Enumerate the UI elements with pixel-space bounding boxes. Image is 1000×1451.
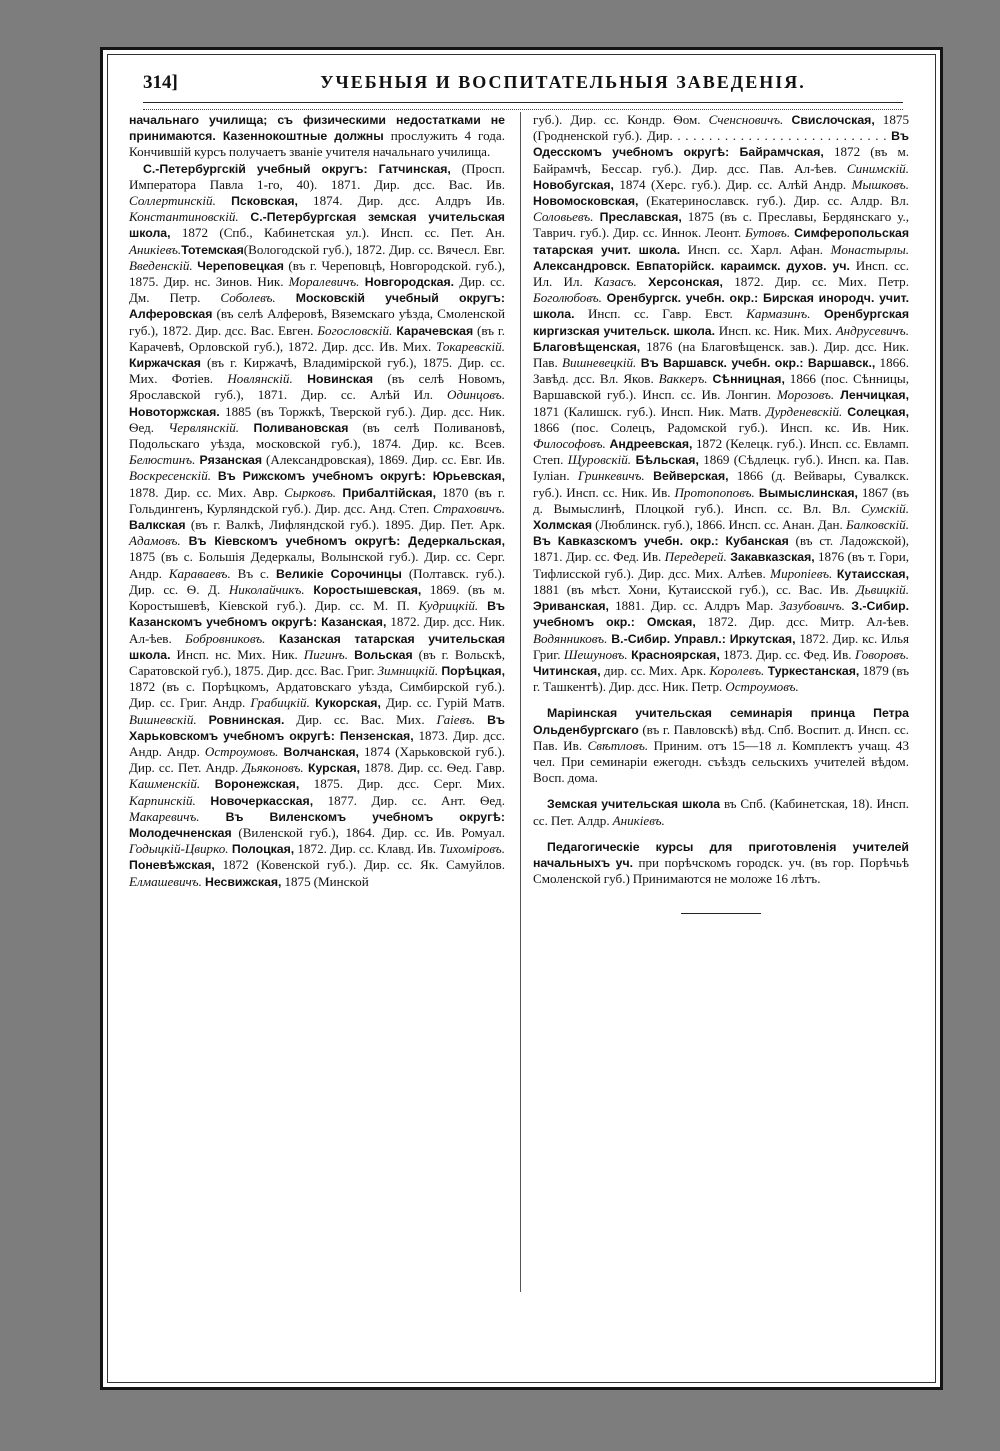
text-run: Введенскій.	[129, 257, 193, 273]
text-run: (въ г. Валкѣ, Лифляндской губ.). 1895. Дир. Пет. Арк.	[185, 517, 505, 533]
text-run: (Полтавск. губ.). Дир. сс. Ѳ. Д.	[129, 565, 506, 597]
text-run: Синимскій.	[846, 160, 909, 176]
text-run: 1877. Дир. сс. Ант. Ѳед.	[313, 792, 505, 808]
text-run: Инсп. кс. Ник. Мих.	[715, 322, 836, 338]
text-run: Казасъ.	[594, 274, 637, 290]
text-run: Дир. сс. Дм. Петр.	[129, 274, 506, 306]
text-run: 1875 (въ с. Большія Дедеркалы, Волынской губ.). Дир. сс. Серг. Андр.	[129, 549, 505, 581]
text-run: Свѣтловъ.	[587, 737, 649, 753]
text-run: Воронежская,	[200, 777, 300, 792]
text-run: 1875. Дир. дсс. Серг. Мих.	[299, 776, 505, 792]
text-run: Гаіевъ.	[436, 711, 476, 727]
text-run: прослужить 4 года. Кончившій курсъ получаетъ званіе учителя начальнаго училища.	[129, 128, 505, 160]
text-run: Зазубовичъ.	[779, 598, 845, 614]
text-run: Земская учительская школа	[547, 797, 721, 812]
text-run: 1879 (въ г. Ташкентѣ). Дир. дсс. Ник. Петр.	[533, 662, 909, 695]
text-run: Боголюбовъ.	[533, 290, 602, 306]
text-run: (Александровская), 1869. Дир. сс. Евг. Ив.	[262, 452, 505, 468]
text-run: Холмская	[533, 518, 592, 533]
text-run: Годыцкій-Цвирко.	[129, 841, 229, 857]
text-run: Вольская	[348, 647, 413, 662]
text-run: 1866 (пос. Солецъ, Радомской губ.). Инсп. кс. Ив. Ник.	[533, 419, 909, 435]
text-run: Дьвицкій.	[856, 581, 909, 597]
text-run: 1870 (въ г. Гольдингенъ, Курляндской губ.). Дир. дсс. Анд. Степ.	[129, 484, 505, 516]
text-run: Кудрицкій.	[418, 598, 479, 614]
text-run: (Вологодской губ.), 1872. Дир. сс. Вячесл. Евг.	[243, 241, 505, 257]
text-run: Вейверская,	[644, 469, 729, 484]
text-run: Караваевъ.	[168, 565, 231, 581]
text-run: 1872. Дир. дсс. Ник. Ал-ѣев.	[129, 614, 505, 646]
text-run: Инсп. нс. Мих. Ник.	[170, 646, 304, 662]
text-run: Николайчикъ.	[228, 581, 305, 597]
text-run: Мышковъ.	[851, 176, 909, 192]
text-run: (въ г. Павловскѣ) вѣд. Спб. Воспит. д. Инсп. сс. Пав. Ив.	[533, 721, 909, 753]
text-run: (въ селѣ Алферовѣ, Вяземскаго уѣзда, Смоленской губ.), 1872. Дир. дсс. Вас. Евген.	[129, 306, 505, 338]
text-run: Карачевская	[392, 323, 474, 338]
text-run: 1872 (въ м. Байрамчѣ, Бессар. губ.). Дир. дсс. Пав. Ал-ѣев.	[533, 144, 909, 176]
text-run: (Виленской губ.), 1864. Дир. сс. Ив. Ромуал.	[231, 824, 505, 840]
text-run: Въ Рижскомъ учебномъ округѣ: Юрьевская,	[211, 469, 505, 484]
text-run: 1866 (пос. Сѣнницы, Варшавской губ.). Инсп. сс. Ив. Лонгин.	[533, 371, 909, 403]
text-run: 1872. Дир. сс. Мих. Петр.	[722, 274, 909, 290]
text-run: (Люблинск. губ.), 1866. Инсп. сс. Анан. Дан.	[592, 517, 846, 533]
text-run: при порѣчскомъ городск. уч. (въ гор. Порѣчьѣ Смоленской губ.) Принимаются не моложе 16 лѣтъ.	[533, 854, 909, 887]
text-run: Сченсновичъ.	[708, 112, 784, 127]
text-run: 1869. (въ м. Коростышевѣ, Кіевской губ.). Дир. сс. М. П.	[129, 581, 505, 614]
text-run: Маріинская учительская семинарія принца Петра Ольденбургскаго	[533, 706, 909, 737]
text-run: Псковская,	[215, 194, 298, 209]
right-paragraph-2	[533, 796, 909, 828]
text-run: 1872 (Спб., Кабинетская ул.). Инсп. сс. Пет. Ан.	[170, 225, 505, 241]
text-run: Моралевичъ.	[288, 274, 360, 290]
text-run: Въ Варшавск. учебн. окр.: Варшавск.,	[636, 356, 876, 371]
text-run: Инсп. сс. Ил. Ил.	[533, 257, 909, 290]
text-run: Эриванская,	[533, 599, 609, 614]
text-run: Говоровъ.	[854, 646, 909, 662]
text-run: Несвижская,	[201, 874, 282, 889]
text-run: Константиновскій.	[129, 209, 239, 225]
text-run: Богословскій.	[317, 322, 393, 338]
text-run: Токаревскій.	[436, 338, 505, 354]
text-run: Кармазинъ.	[746, 306, 811, 322]
text-run: Пигинъ.	[303, 646, 349, 662]
text-run: 1874 (Харьковской губ.). Дир. сс. Пет. Андр.	[129, 743, 505, 776]
text-run: Вишневскій.	[129, 711, 197, 727]
text-run: Инсп. сс. Харл. Афан.	[680, 241, 831, 257]
text-run: губ.). Дир. сс. Кондр. Ѳом.	[533, 112, 709, 127]
text-run: Дир. сс. Гурій Матв.	[380, 695, 505, 711]
text-run: 1869 (Сѣдлецк. губ.). Инсп. ка. Пав. Іуліан.	[533, 452, 909, 484]
text-run: 1878. Дир. сс. Ѳед. Гавр.	[360, 760, 505, 776]
text-run: Красноярская,	[627, 647, 720, 662]
text-run: 1872 (Келецк. губ.). Инсп. сс. Евламп. Степ.	[533, 436, 909, 468]
text-run: Свислочская,	[783, 113, 875, 127]
text-run: Ваккеръ.	[658, 371, 708, 387]
text-run: Въ Одесскомъ учебномъ округѣ: Байрамчская,	[533, 129, 909, 160]
text-run: (въ ст. Ладожской), 1871. Дир. сс. Фед. Ив.	[533, 533, 910, 565]
text-run: Оренбургск. учебн. окр.: Бирская инородч. учит. школа.	[533, 291, 909, 322]
text-run: Андрусевичъ.	[835, 322, 909, 338]
text-run: Сырковъ.	[284, 484, 337, 500]
text-run: Новоторжская.	[129, 404, 220, 419]
text-run: Великіе Сорочинцы	[276, 566, 402, 581]
text-run: 1866. Завѣд. дсс. Вл. Яков.	[533, 355, 910, 387]
text-run: 1873. Дир. дсс. Андр. Андр.	[129, 727, 505, 759]
text-run: Зимницкій.	[377, 662, 439, 678]
text-run: 1876 (въ т. Гори, Тифлисской губ.). Дир. дсс. Мих. Алѣев.	[533, 549, 909, 581]
text-run: Андреевская,	[605, 437, 693, 452]
text-run: Новлянскій.	[227, 371, 293, 387]
text-run: Благовѣщенская,	[533, 339, 641, 354]
text-run: 1875 (въ с. Преславы, Бердянскаго у., Таврич. губ.). Дир. сс. Иннок. Леонт.	[533, 209, 909, 241]
text-run: Симферопольская татарская учит. школа.	[533, 226, 909, 257]
text-run: Новинская	[292, 372, 374, 387]
text-run: Казанская татарская учительская школа.	[129, 631, 505, 662]
text-run: Щуровскій.	[567, 452, 632, 468]
text-run: Волчанская,	[278, 744, 359, 759]
running-title: УЧЕБНЫЯ И ВОСПИТАТЕЛЬНЫЯ ЗАВЕДЕНІЯ.	[320, 72, 806, 92]
text-run: Въ с.	[230, 565, 277, 581]
running-header	[143, 72, 903, 102]
text-run: (въ селѣ Новомъ, Ярославской губ.), 1871. Дир. сс. Алѣй Ил.	[129, 371, 506, 403]
text-run: Тихоміровъ.	[439, 841, 505, 857]
text-run: Воскресенскій.	[129, 468, 212, 484]
text-run: Морозовъ.	[776, 387, 835, 403]
text-run: дир. сс. Мих. Арк.	[600, 662, 710, 678]
text-run: Протопоповъ.	[674, 484, 755, 500]
text-run: Въ Кавказскомъ учебн. окр.: Кубанская	[533, 534, 789, 549]
text-run: 1876 (на Благовѣщенск. зав.). Дир. дсс. Ник. Пав.	[533, 338, 909, 371]
text-run: Елмашевичъ.	[129, 873, 202, 889]
text-run: 1875 (Минской	[281, 873, 369, 889]
text-run: Новочеркасская,	[195, 793, 314, 808]
text-run: Одинцовъ.	[447, 387, 505, 403]
text-run: Адамовъ.	[129, 533, 181, 549]
text-run: Тотемская	[181, 242, 244, 257]
text-run: 1881 (въ мѣст. Хони, Кутаисской губ.), сс. Вас. Ив.	[533, 581, 857, 597]
text-run: Киржачская	[129, 356, 201, 371]
text-run: Въ Казанскомъ учебномъ округѣ: Казанская,	[129, 599, 505, 630]
text-run: Шешуновъ.	[563, 646, 628, 662]
text-run: Инсп. сс. Гавр. Евст.	[574, 306, 747, 322]
text-run: Прибалтійская,	[336, 485, 436, 500]
text-run: Читинская,	[533, 663, 601, 678]
text-run: В.-Сибир. Управл.: Иркутская,	[607, 631, 796, 646]
page-frame	[100, 47, 943, 1390]
text-run: Миропіевъ.	[770, 565, 833, 581]
text-run: (въ г. Вольскѣ, Саратовской губ.), 1875. Дир. дсс. Вас. Григ.	[129, 646, 505, 678]
header-rule	[143, 102, 903, 110]
text-run: Философовъ.	[533, 436, 606, 452]
text-run: Въ Харьковскомъ учебномъ округѣ: Пензенская,	[129, 712, 505, 743]
text-run: 1875 (Гродненской губ.). Дир. . . . .	[533, 112, 909, 144]
text-run: 1874. Дир. дсс. Алдръ Ив.	[297, 193, 505, 209]
text-run: Кутаисская,	[832, 566, 910, 581]
text-run: Въ Кіевскомъ учебномъ округѣ: Дедеркальская,	[180, 534, 505, 549]
text-run: Белюстинъ.	[129, 452, 196, 468]
text-run: Монастырлы.	[830, 241, 909, 257]
left-paragraph-1	[129, 161, 505, 890]
text-run: Поливановская	[239, 420, 349, 435]
right-column	[533, 112, 909, 914]
text-run: Карпинскій.	[129, 792, 196, 808]
text-run: Новгородская.	[359, 275, 455, 290]
right-paragraph-0	[533, 112, 909, 695]
text-run: въ Спб. (Кабинетская, 18). Инсп. сс. Пет. Алдр.	[533, 796, 909, 828]
text-run: Соловьевъ.	[533, 209, 594, 225]
text-run: Балковскій.	[845, 517, 909, 533]
text-run: Сумскій.	[861, 500, 909, 516]
text-run: З.-Сибир. учебномъ окр.: Омская,	[533, 599, 909, 630]
text-run: Аникіевъ.	[129, 241, 182, 257]
text-run: Грабицкій.	[250, 695, 310, 711]
text-run: Новомосковская,	[533, 194, 639, 209]
text-run: 1873. Дир. сс. Фед. Ив.	[719, 646, 855, 662]
text-run: Солецкая,	[842, 404, 909, 419]
text-run: Вымыслинская,	[754, 485, 858, 500]
text-run: Преславская,	[593, 210, 682, 225]
text-run: 1874 (Херс. губ.). Дир. сс. Алѣй Андр.	[613, 176, 852, 192]
text-run: Рязанская	[195, 453, 262, 468]
text-run: Вишневецкій.	[561, 355, 637, 371]
text-run: Соллертинскій.	[129, 193, 216, 209]
text-run: Бутовъ.	[745, 225, 791, 241]
text-run: Порѣцкая,	[438, 663, 505, 678]
text-run: 1872. Дир. кс. Илья Григ.	[533, 630, 909, 662]
text-run: Курская,	[303, 761, 361, 776]
text-run: . . . . . . . . . . . . . . . . . . . . . . .	[704, 128, 892, 144]
text-run: Передерей.	[664, 549, 727, 565]
text-run: 1872. Дир. сс. Клавд. Ив.	[294, 841, 440, 857]
text-run: Дьяконовъ.	[242, 760, 304, 776]
text-run: Кукорская,	[309, 696, 381, 711]
text-run: (въ селѣ Поливановѣ, Подольскаго уѣзда, московской губ.), 1874. Дир. кс. Всев.	[129, 419, 505, 452]
text-run: Валкская	[129, 518, 186, 533]
text-run: Туркестанская,	[764, 663, 860, 678]
text-run: Оренбургская киргизская учительск. школа.	[533, 307, 909, 338]
text-run: Ленчицкая,	[834, 388, 909, 403]
end-rule	[681, 913, 761, 914]
text-run: Коростышевская,	[304, 582, 422, 597]
text-run: Педагогическіе курсы для приготовленія учителей начальныхъ уч.	[533, 839, 909, 870]
text-run: Новобугская,	[533, 177, 614, 192]
text-run: 1878. Дир. сс. Мих. Авр.	[129, 484, 285, 500]
left-column	[129, 112, 505, 890]
text-run: (въ г. Череповцѣ, Новгородской. губ.), 1875. Дир. нс. Зинов. Ник.	[129, 257, 505, 290]
text-run: Гринкевичъ.	[577, 468, 645, 484]
page-number: 314]	[143, 72, 178, 93]
text-run: Ровнинская.	[196, 712, 285, 727]
text-run: Кашменскій.	[129, 776, 201, 792]
column-divider	[520, 112, 521, 1292]
text-run: Остроумовъ.	[204, 743, 279, 759]
text-run: 1871 (Калишск. губ.). Инсп. Ник. Матв.	[533, 403, 767, 419]
text-run: Дурденевскій.	[766, 403, 843, 419]
text-run: 1881. Дир. сс. Алдръ Мар.	[608, 598, 780, 614]
text-run: Бобровниковъ.	[185, 630, 266, 646]
text-run: Водянниковъ.	[533, 630, 608, 646]
text-run: (въ г. Карачевѣ, Орловской губ.), 1872. Дир. дсс. Ив. Мих.	[129, 322, 505, 354]
text-run: Московскій учебный округъ: Алферовская	[129, 291, 505, 322]
text-run: Остроумовъ.	[725, 679, 799, 695]
text-run: Полоцкая,	[228, 842, 295, 857]
text-run: (въ г. Киржачѣ, Владимірской губ.), 1875. Дир. сс. Мих. Фотіев.	[129, 355, 505, 387]
text-run: Поневѣжская,	[129, 858, 215, 873]
text-run: 1866 (д. Вейвары, Сувалкск. губ.). Инсп. сс. Ник. Ив.	[533, 468, 909, 500]
right-paragraph-1	[533, 705, 909, 786]
text-run: 1872. Дир. дсс. Митр. Ал-ѣев.	[695, 614, 909, 630]
text-run: 1872 (въ с. Порѣцкомъ, Ардатовскаго уѣзда, Симбирской губ.). Дир. сс. Григ. Андр.	[129, 679, 505, 711]
text-run: Макаревичъ.	[129, 808, 200, 824]
text-run: (Просп. Императора Павла 1-го, 40). 1871. Дир. дсс. Вас. Ив.	[129, 160, 505, 192]
text-run: Страховичъ.	[432, 500, 505, 516]
text-run: Королевъ.	[709, 662, 765, 678]
text-run: Приним. отъ 15—18 л. Комплектъ учащ. 43 чел. При семинаріи ежегодн. съѣздъ сельскихъ учителей вѣдом. Восп. дома.	[533, 737, 909, 786]
left-paragraph-0	[129, 112, 505, 161]
right-paragraph-3	[533, 839, 909, 888]
text-run: 1872 (Ковенской губ.). Дир. сс. Як. Самуйлов.	[214, 857, 505, 873]
text-run: Червлянскій.	[168, 419, 240, 435]
text-run: 1867 (въ д. Вымыслинѣ, Плоцкой губ.). Инсп. сс. Вл. Вл.	[533, 484, 909, 516]
text-run: Закавказская,	[726, 550, 815, 565]
text-run: начальнаго училища; съ физическими недостатками не принимаются. Казеннокоштные должны	[129, 113, 505, 144]
text-run: Въ Виленскомъ учебномъ округѣ: Молодечненская	[129, 809, 505, 840]
text-run: Соболевъ.	[220, 290, 276, 306]
text-run: Дир. сс. Вас. Мих.	[284, 711, 437, 727]
text-run: Сѣнницная,	[707, 372, 785, 387]
text-run: Херсонская,	[636, 275, 723, 290]
text-run: (Екатеринославск. губ.). Дир. сс. Алдр. Вл.	[638, 193, 909, 209]
text-run: С.-Петербургскій учебный округъ: Гатчинская,	[143, 161, 451, 176]
text-run: Александровск. Евпаторійск. караимск. духов. уч.	[533, 258, 850, 273]
text-run: 1885 (въ Торжкѣ, Тверской губ.). Дир. дсс. Ник. Ѳед.	[129, 403, 505, 435]
text-run: Череповецкая	[192, 258, 284, 273]
text-run: Аникіевъ.	[612, 812, 665, 828]
text-run: Бѣльская,	[631, 453, 699, 468]
text-run: С.-Петербургская земская учительская школа,	[129, 210, 505, 241]
